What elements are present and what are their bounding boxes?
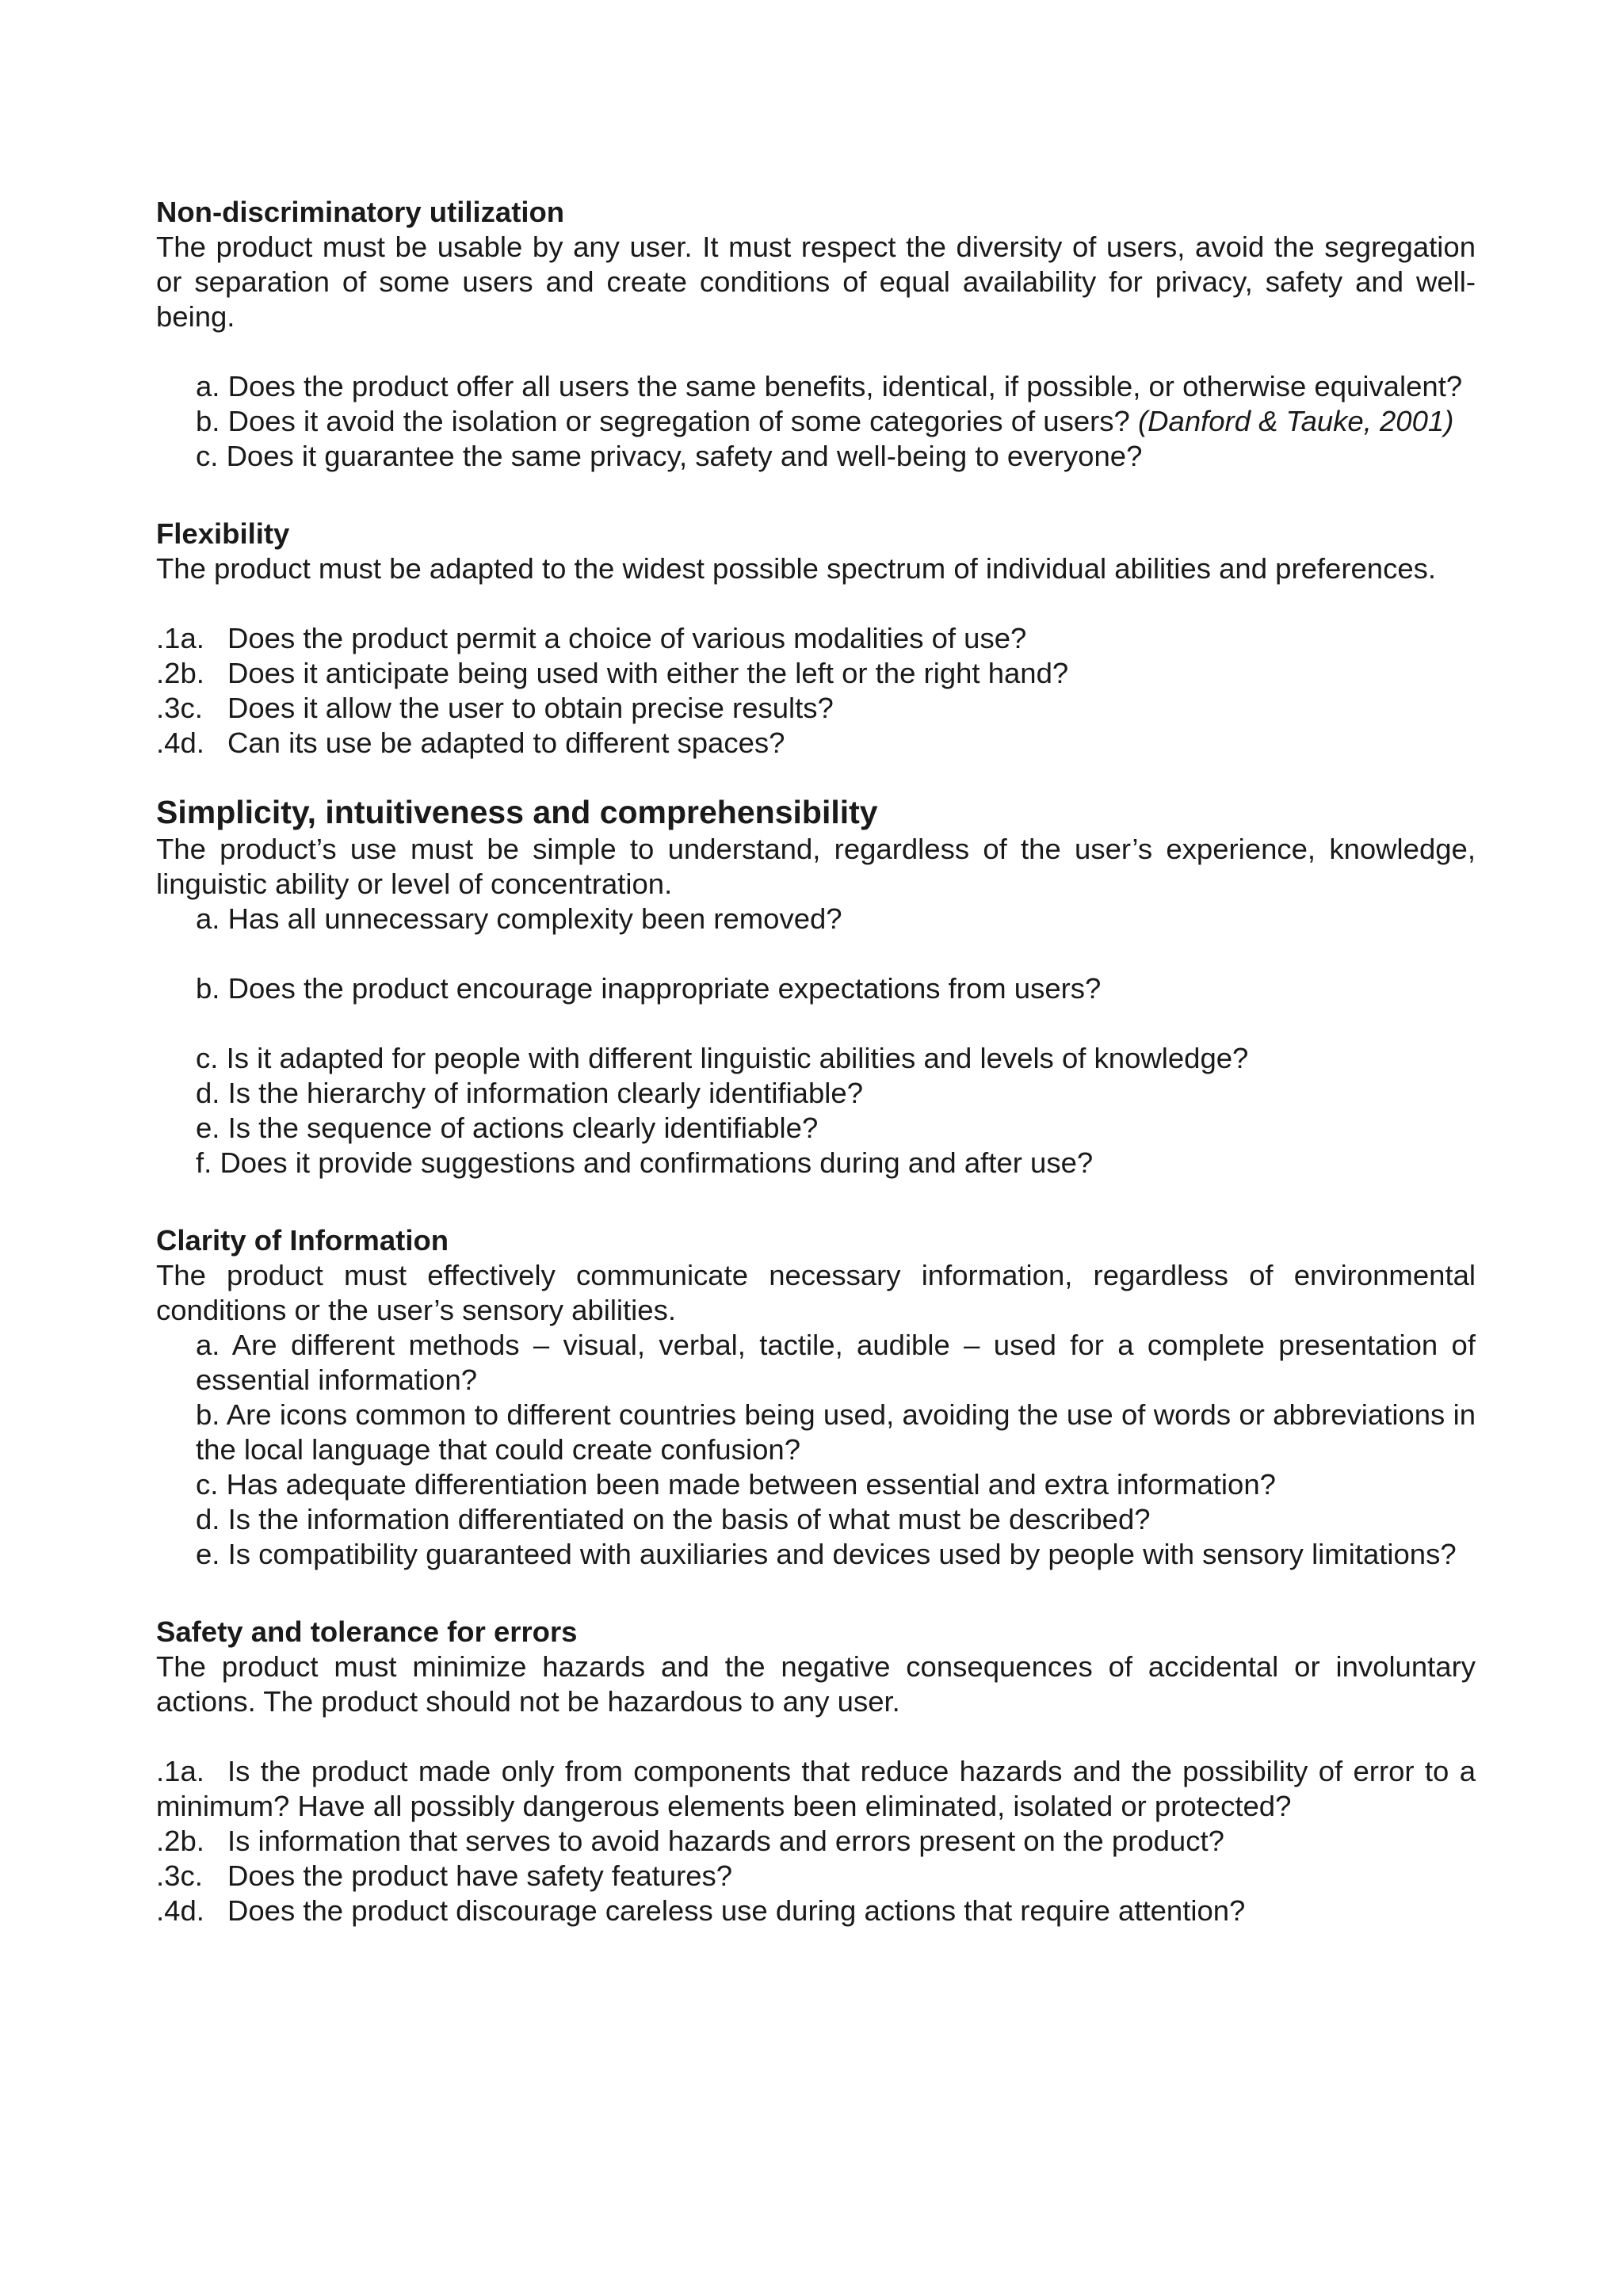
question-text: Are icons common to different countries being used, avoiding the use of words or abbreviations in the local language that could create confusion? [196,1398,1476,1466]
question-text: Does it guarantee the same privacy, safety and well-being to everyone? [226,440,1143,472]
question-text: Has all unnecessary complexity been removed? [227,902,842,935]
question-marker: .3c. [156,692,203,724]
section-non-discriminatory-utilization [156,195,1476,474]
question-marker: .1a. [156,622,204,654]
question-marker: .3c. [156,1859,203,1892]
question-marker: a. [196,370,220,402]
question-item [156,1754,1476,1824]
question-marker: f. [196,1146,212,1179]
question-item [156,902,1476,936]
question-text: Is compatibility guaranteed with auxiliaries and devices used by people with sensory limitations? [227,1538,1457,1570]
question-item [156,1537,1476,1572]
question-text: Does the product have safety features? [227,1859,733,1892]
question-list [156,902,1476,1180]
question-marker: c. [196,1468,219,1501]
question-text: Does the product offer all users the same benefits, identical, if possible, or otherwise equivalent? [227,370,1463,402]
question-marker: b. [196,972,220,1005]
question-item [156,1076,1476,1111]
section-heading: Simplicity, intuitiveness and comprehensibility [156,794,878,830]
question-item [156,1502,1476,1537]
question-item [156,1398,1476,1467]
question-text: Are different methods – visual, verbal, tactile, audible – used for a complete presentation of essential information? [196,1329,1476,1396]
question-item [156,1467,1476,1502]
question-item [156,691,1476,726]
question-item [156,1111,1476,1146]
question-list [156,1754,1476,1928]
question-marker: e. [196,1112,220,1144]
section-description: The product must effectively communicate necessary information, regardless of environmental conditions or the user’s sensory abilities. [156,1259,1476,1326]
question-text: Has adequate differentiation been made between essential and extra information? [226,1468,1276,1501]
question-item [156,1824,1476,1859]
question-text: Does the product permit a choice of various modalities of use? [227,622,1027,654]
question-item [156,656,1476,691]
question-marker: d. [196,1503,220,1535]
question-text: Does it allow the user to obtain precise results? [227,692,834,724]
question-marker: b. [196,1398,220,1431]
question-marker: .2b. [156,1825,204,1857]
question-text: Does it avoid the isolation or segregation of some categories of users? [227,405,1130,437]
section-heading: Non-discriminatory utilization [156,196,565,228]
question-item [156,1894,1476,1928]
question-marker: b. [196,405,220,437]
section-safety-and-tolerance [156,1615,1476,1928]
question-text: Can its use be adapted to different spaces? [227,727,785,759]
question-item [156,404,1476,439]
section-description: The product must be adapted to the widest possible spectrum of individual abilities and preferences. [156,552,1437,585]
question-item [156,1146,1476,1180]
question-item [156,439,1476,474]
question-text: Is it adapted for people with different linguistic abilities and levels of knowledge? [226,1042,1249,1074]
section-flexibility [156,517,1476,761]
citation: (Danford & Tauke, 2001) [1138,405,1454,437]
question-marker: a. [196,902,220,935]
question-item [156,726,1476,761]
question-marker: c. [196,1042,219,1074]
question-marker: .4d. [156,727,204,759]
question-item [156,971,1476,1006]
section-clarity-of-information [156,1223,1476,1572]
question-text: Does the product discourage careless use during actions that require attention? [227,1894,1246,1927]
section-description: The product must minimize hazards and the negative consequences of accidental or involuntary actions. The product should not be hazardous to any user. [156,1650,1476,1718]
question-item [156,1041,1476,1076]
question-text: Is the product made only from components that reduce hazards and the possibility of error to a minimum? Have all possibly dangerous elements been eliminated, isolated or protected? [156,1755,1476,1822]
question-item [156,1328,1476,1398]
question-list [156,621,1476,761]
question-item [156,1859,1476,1894]
question-text: Is the information differentiated on the basis of what must be described? [227,1503,1151,1535]
question-text: Is information that serves to avoid hazards and errors present on the product? [227,1825,1224,1857]
question-text: Is the sequence of actions clearly identifiable? [227,1112,819,1144]
section-heading: Clarity of Information [156,1224,449,1257]
section-simplicity [156,792,1476,1180]
question-marker: e. [196,1538,220,1570]
question-text: Does it provide suggestions and confirmations during and after use? [220,1146,1094,1179]
question-marker: .4d. [156,1894,204,1927]
question-item [156,369,1476,404]
section-heading: Safety and tolerance for errors [156,1615,578,1648]
question-marker: a. [196,1329,220,1361]
section-description: The product’s use must be simple to understand, regardless of the user’s experience, knowledge, linguistic ability or level of concentration. [156,833,1476,900]
question-text: Does it anticipate being used with either the left or the right hand? [227,657,1069,689]
question-list [156,1328,1476,1572]
question-marker: d. [196,1077,220,1109]
question-text: Is the hierarchy of information clearly identifiable? [227,1077,863,1109]
question-item [156,621,1476,656]
section-description: The product must be usable by any user. It must respect the diversity of users, avoid the segregation or separation of some users and create conditions of equal availability for privacy, safety and well-being. [156,231,1476,333]
question-list [156,369,1476,474]
question-marker: .1a. [156,1755,204,1787]
question-marker: .2b. [156,657,204,689]
question-text: Does the product encourage inappropriate expectations from users? [227,972,1102,1005]
section-heading: Flexibility [156,517,290,550]
question-marker: c. [196,440,219,472]
